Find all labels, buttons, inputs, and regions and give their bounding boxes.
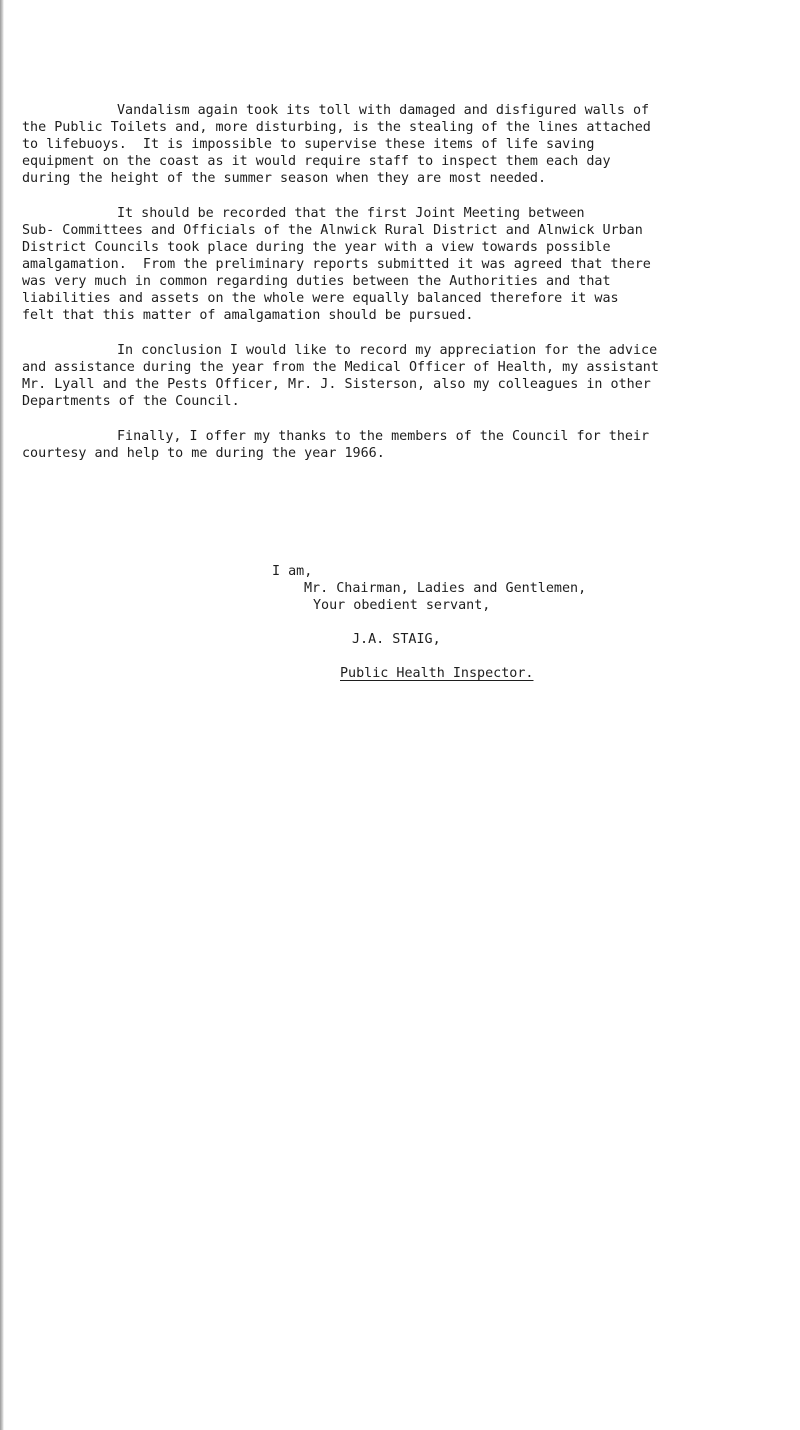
text-line: to lifebuoys. It is impossible to supervise these items of life saving — [22, 137, 595, 152]
text-line: Mr. Lyall and the Pests Officer, Mr. J. Sisterson, also my colleagues in other — [22, 377, 651, 392]
text-line: In conclusion I would like to record my appreciation for the advice — [117, 343, 658, 358]
text-line: Departments of the Council. — [22, 394, 240, 409]
text-line: felt that this matter of amalgamation should be pursued. — [22, 308, 474, 323]
signatory-name: J.A. STAIG, — [352, 632, 441, 647]
text-line: District Councils took place during the year with a view towards possible — [22, 240, 611, 255]
text-line: Vandalism again took its toll with damaged and disfigured walls of — [117, 103, 650, 118]
text-line: amalgamation. From the preliminary reports submitted it was agreed that there — [22, 257, 651, 272]
closing-sign-off: Your obedient servant, — [313, 598, 491, 613]
text-line: the Public Toilets and, more disturbing, is the stealing of the lines attached — [22, 120, 651, 135]
text-line: liabilities and assets on the whole were equally balanced therefore it was — [22, 291, 619, 306]
closing-i-am: I am, — [272, 564, 313, 579]
text-line: courtesy and help to me during the year 1966. — [22, 446, 385, 461]
signatory-title: Public Health Inspector. — [340, 666, 534, 681]
text-line: was very much in common regarding duties between the Authorities and that — [22, 274, 611, 289]
text-line: It should be recorded that the first Joint Meeting between — [117, 206, 585, 221]
text-line: Sub- Committees and Officials of the Alnwick Rural District and Alnwick Urban — [22, 223, 643, 238]
text-line: and assistance during the year from the Medical Officer of Health, my assistant — [22, 360, 659, 375]
text-line: Finally, I offer my thanks to the members of the Council for their — [117, 429, 650, 444]
text-line: equipment on the coast as it would require staff to inspect them each day — [22, 154, 611, 169]
closing-salutation: Mr. Chairman, Ladies and Gentlemen, — [304, 581, 587, 596]
text-line: during the height of the summer season when they are most needed. — [22, 171, 547, 186]
